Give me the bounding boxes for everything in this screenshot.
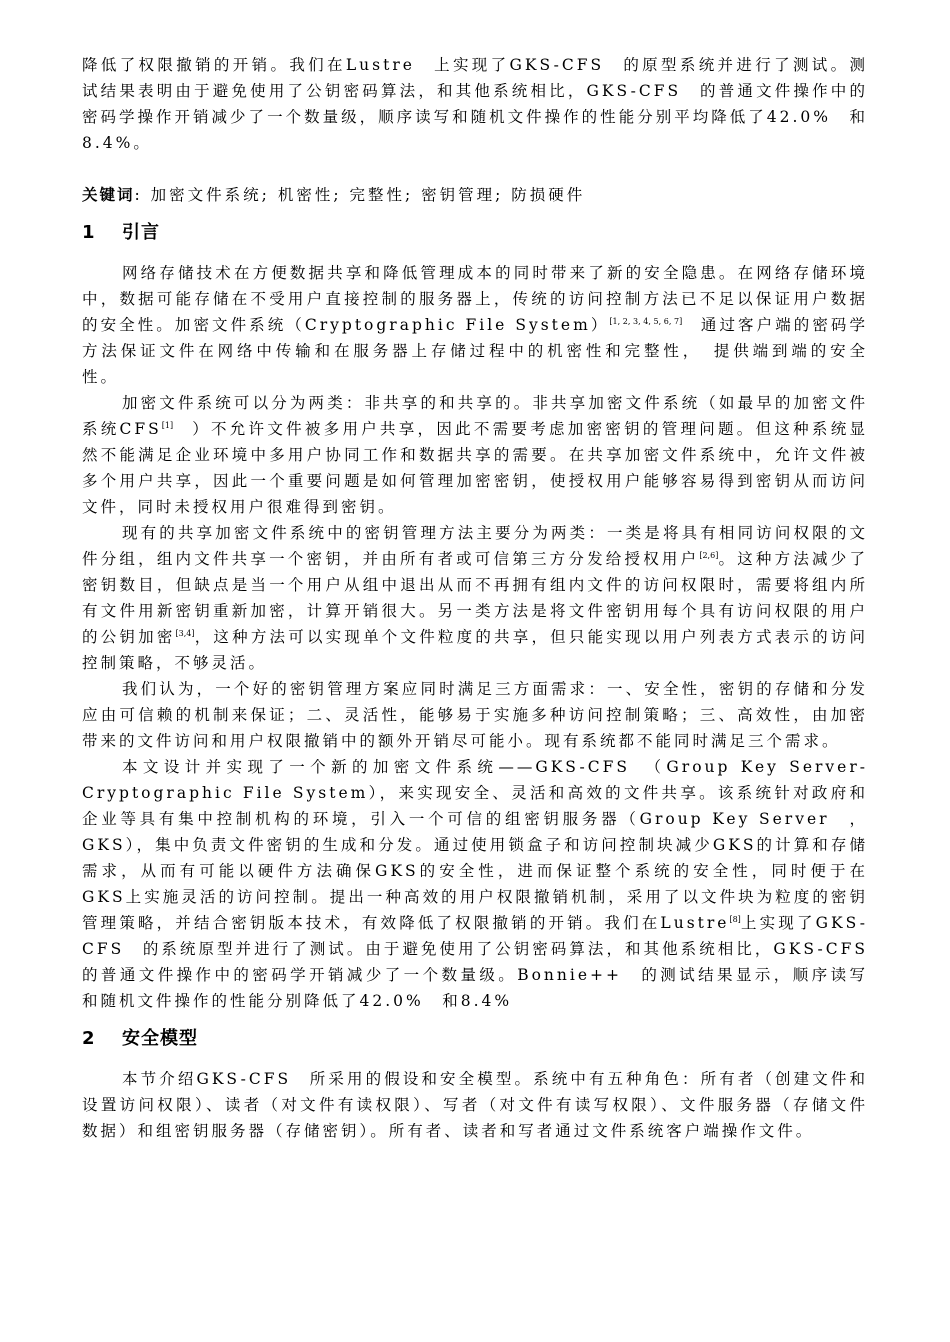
text-run: 。这种方法减少了密钥数目，但缺点是当一个用户从组中退出从而不再拥有组内文件的访问权限时，需要将组内所有文件用新密钥重新加密，计算开销很大。另一类方法是将文件密钥用每个具有访问权限的用户的公钥加密 xyxy=(82,550,868,646)
text-run: 本文设计并实现了一个新的加密文件系统——GKS-CFS （Group Key Server-Cryptographic File System），来实现安全、灵活和高效的文件共享。该系统针对政府和企业等具有集中控制机构的环境，引入一个可信的组密钥服务器（Group Key Server ，GKS），集中负责文件密钥的生成和分发。通过使用锁盒子和访问控制块减少GKS的计算和存储需求，从而有可能以硬件方法确保GKS的安全性，进而保证整个系统的安全性，同时便于在GKS上实施灵活的访问控制。提出一种高效的用户权限撤销机制，采用了以文件块为粒度的密钥管理策略，并结合密钥版本技术，有效降低了权限撤销的开销。我们在Lustre xyxy=(82,758,868,932)
text-run: 现有的共享加密文件系统中的密钥管理方法主要分为两类：一类是将具有相同访问权限的文件分组，组内文件共享一个密钥，并由所有者或可信第三方分发给授权用户 xyxy=(82,524,868,568)
keywords-text: : 加密文件系统; 机密性; 完整性; 密钥管理; 防损硬件 xyxy=(134,186,586,204)
text-run: 上实现了GKS-CFS 的系统原型并进行了测试。由于避免使用了公钥密码算法，和其他系统相比，GKS-CFS 的普通文件操作中的密码学开销减少了一个数量级。Bonnie++ 的测试结果显示，顺序读写和随机文件操作的性能分别降低了42.0% 和8.4% xyxy=(82,914,887,1010)
section-1-paragraph-3 xyxy=(82,520,868,676)
section-2-paragraph-1: 本节介绍GKS-CFS 所采用的假设和安全模型。系统中有五种角色：所有者（创建文件和设置访问权限）、读者（对文件有读权限）、写者（对文件有读写权限）、文件服务器（存储文件数据）和组密钥服务器（存储密钥）。所有者、读者和写者通过文件系统客户端操作文件。 xyxy=(82,1070,868,1140)
citation: [1] xyxy=(161,420,174,430)
text-run: 通过客户端的密码学方法保证文件在网络中传输和在服务器上存储过程中的机密性和完整性， 提供端到端的安全性。 xyxy=(82,316,868,386)
section-1-paragraph-5 xyxy=(82,754,887,1014)
keywords-label: 关键词 xyxy=(82,185,135,204)
citation: [1, 2, 3, 4, 5, 6, 7] xyxy=(609,316,683,326)
abstract-tail: 降低了权限撤销的开销。我们在Lustre 上实现了GKS-CFS 的原型系统并进行了测试。测试结果表明由于避免使用了公钥密码算法，和其他系统相比，GKS-CFS 的普通文件操作中的密码学操作开销减少了一个数量级，顺序读写和随机文件操作的性能分别平均降低了42.0% 和8.4%。 xyxy=(82,56,868,152)
section-1-heading xyxy=(82,218,868,248)
section-2-number: 2 xyxy=(82,1028,96,1049)
section-2-heading xyxy=(82,1024,868,1054)
text-run: 加密文件系统可以分为两类：非共享的和共享的。非共享加密文件系统（如最早的加密文件系统CFS xyxy=(82,394,868,438)
section-1-number: 1 xyxy=(82,222,96,243)
paper-page xyxy=(82,52,887,1144)
keywords xyxy=(82,182,868,208)
section-2-title: 安全模型 xyxy=(122,1028,198,1049)
text-run: 网络存储技术在方便数据共享和降低管理成本的同时带来了新的安全隐患。在网络存储环境中，数据可能存储在不受用户直接控制的服务器上，传统的访问控制方法已不足以保证用户数据的安全性。加密文件系统（Cryptographic File System） xyxy=(82,264,868,334)
text-run: ，这种方法可以实现单个文件粒度的共享，但只能实现以用户列表方式表示的访问控制策略，不够灵活。 xyxy=(82,628,868,672)
citation: [3,4] xyxy=(175,628,195,638)
text-run: ）不允许文件被多用户共享，因此不需要考虑加密密钥的管理问题。但这种系统显然不能满足企业环境中多用户协同工作和数据共享的需要。在共享加密文件系统中，允许文件被多个用户共享，因此一个重要问题是如何管理加密密钥，使授权用户能够容易得到密钥从而访问文件，同时未授权用户很难得到密钥。 xyxy=(82,420,868,516)
section-1-paragraph-4: 我们认为，一个好的密钥管理方案应同时满足三方面需求：一、安全性，密钥的存储和分发应由可信赖的机制来保证；二、灵活性，能够易于实施多种访问控制策略；三、高效性，由加密带来的文件访问和用户权限撤销中的额外开销尽可能小。现有系统都不能同时满足三个需求。 xyxy=(82,680,868,750)
section-1-title: 引言 xyxy=(122,222,160,243)
citation: [8] xyxy=(729,914,741,924)
section-1-paragraph-2 xyxy=(82,390,868,520)
section-1-paragraph-1 xyxy=(82,260,868,390)
citation: [2,6] xyxy=(699,550,719,560)
